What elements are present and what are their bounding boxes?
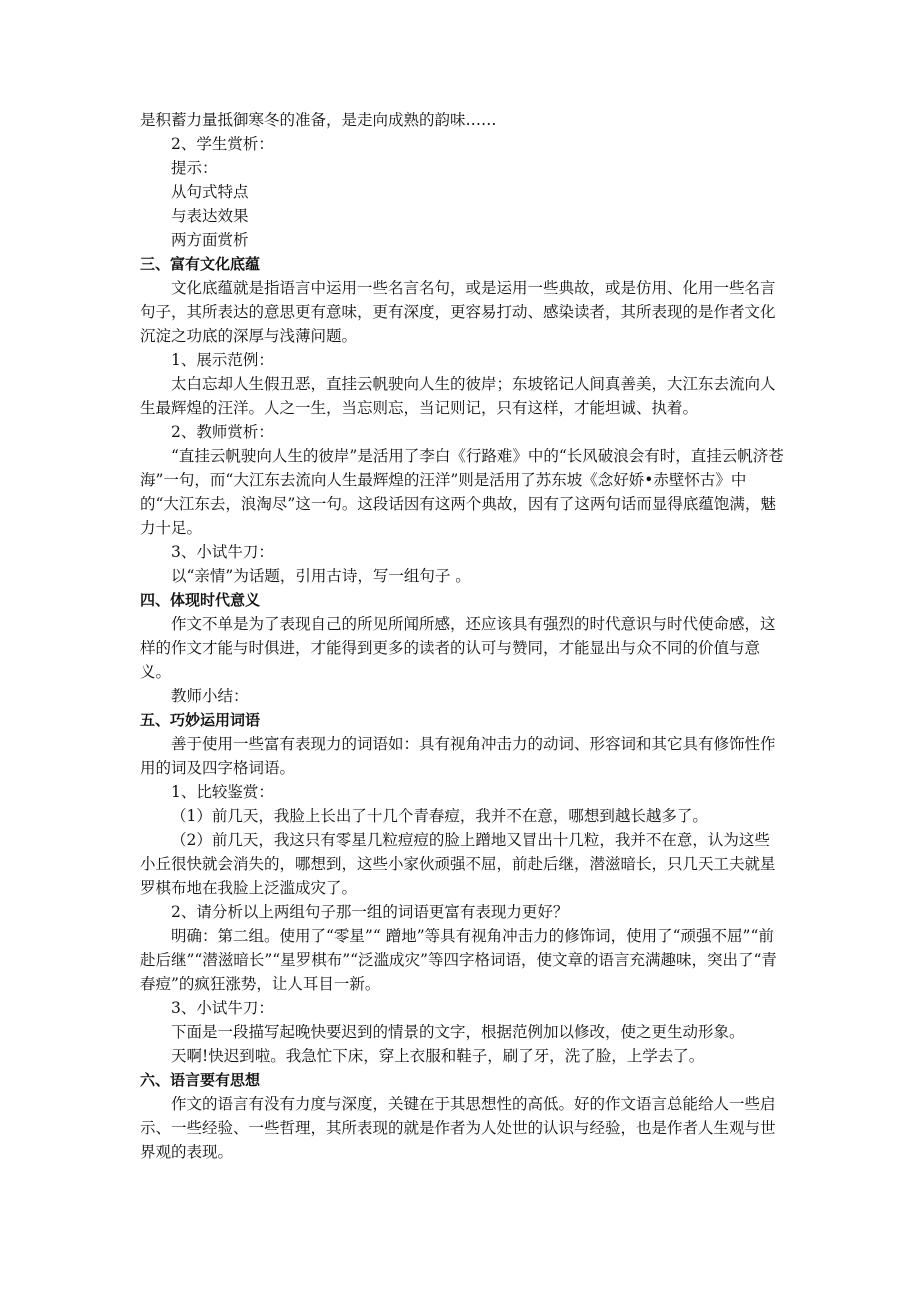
section-heading: 三、富有文化底蕴 bbox=[140, 255, 261, 273]
paragraph: 下面是一段描写起晚快要迟到的情景的文字，根据范例加以修改，使之更生动形象。 bbox=[171, 1023, 745, 1041]
paragraph: 善于使用一些富有表现力的词语如：具有视角冲击力的动词、形容词和其它具有修饰性作用的词及四字格词语。 bbox=[140, 735, 776, 777]
paragraph: 是积蓄力量抵御寒冬的准备，是走向成熟的韵味…… bbox=[140, 111, 497, 129]
paragraph: （1）前几天，我脸上长出了十几个青春痘，我并不在意，哪想到越长越多了。 bbox=[171, 807, 708, 825]
paragraph: 与表达效果 bbox=[171, 207, 249, 225]
paragraph: 3、小试牛刀： bbox=[171, 999, 274, 1017]
document-body bbox=[140, 108, 785, 1164]
paragraph: 从句式特点 bbox=[171, 183, 249, 201]
paragraph: 文化底蕴就是指语言中运用一些名言名句，或是运用一些典故，或是仿用、化用一些名言句子，其所表达的意思更有意味，更有深度，更容易打动、感染读者，其所表现的是作者文化沉淀之功底的深厚与浅薄问题。 bbox=[140, 279, 776, 345]
paragraph: 1、展示范例： bbox=[171, 351, 274, 369]
paragraph: 2、请分析以上两组句子那一组的词语更富有表现力更好？ bbox=[171, 903, 569, 921]
paragraph: 两方面赏析 bbox=[171, 231, 249, 249]
paragraph: 以“亲情”为话题，引用古诗，写一组句子 。 bbox=[171, 567, 471, 585]
paragraph: 天啊!快迟到啦。我急忙下床，穿上衣服和鞋子，刷了牙，洗了脸，上学去了。 bbox=[171, 1047, 705, 1065]
paragraph: 作文的语言有没有力度与深度，关键在于其思想性的高低。好的作文语言总能给人一些启示、一些经验、一些哲理，其所表现的就是作者为人处世的认识与经验，也是作者人生观与世界观的表现。 bbox=[140, 1095, 776, 1161]
paragraph: 2、学生赏析： bbox=[171, 135, 274, 153]
paragraph: “直挂云帆驶向人生的彼岸”是活用了李白《行路难》中的“长风破浪会有时，直挂云帆济苍海”一句，而“大江东去流向人生最辉煌的汪洋”则是活用了苏东坡《念好娇•赤壁怀古》中的“大江东去，浪淘尽”这一句。这段话因有这两个典故，因有了这两句话而显得底蕴饱满，魅力十足。 bbox=[140, 447, 784, 537]
paragraph: 作文不单是为了表现自己的所见所闻所感，还应该具有强烈的时代意识与时代使命感，这样的作文才能与时俱进，才能得到更多的读者的认可与赞同，才能显出与众不同的价值与意义。 bbox=[140, 615, 776, 681]
section-heading: 六、语言要有思想 bbox=[140, 1071, 261, 1089]
document-page bbox=[0, 108, 920, 1164]
paragraph: （2）前几天，我这只有零星几粒痘痘的脸上蹭地又冒出十几粒，我并不在意，认为这些小丘很快就会消失的，哪想到，这些小家伙顽强不屈，前赴后继，潜滋暗长，只几天工夫就星罗棋布地在我脸上泛滥成灾了。 bbox=[140, 831, 776, 897]
paragraph: 太白忘却人生假丑恶，直挂云帆驶向人生的彼岸；东坡铭记人间真善美，大江东去流向人生最辉煌的汪洋。人之一生，当忘则忘，当记则记，只有这样，才能坦诚、执着。 bbox=[140, 375, 776, 417]
section-heading: 四、体现时代意义 bbox=[140, 591, 261, 609]
section-heading: 五、巧妙运用词语 bbox=[140, 711, 261, 729]
paragraph: 3、小试牛刀： bbox=[171, 543, 274, 561]
paragraph: 教师小结： bbox=[171, 687, 249, 705]
paragraph: 1、比较鉴赏： bbox=[171, 783, 274, 801]
paragraph: 2、教师赏析： bbox=[171, 423, 274, 441]
paragraph: 提示： bbox=[171, 159, 218, 177]
paragraph: 明确：第二组。使用了“零星”“ 蹭地”等具有视角冲击力的修饰词，使用了“顽强不屈”“前赴后继”“潜滋暗长”“星罗棋布”“泛滥成灾”等四字格词语，使文章的语言充满趣味，突出了“青春痘”的疯狂涨势，让人耳目一新。 bbox=[140, 927, 777, 993]
